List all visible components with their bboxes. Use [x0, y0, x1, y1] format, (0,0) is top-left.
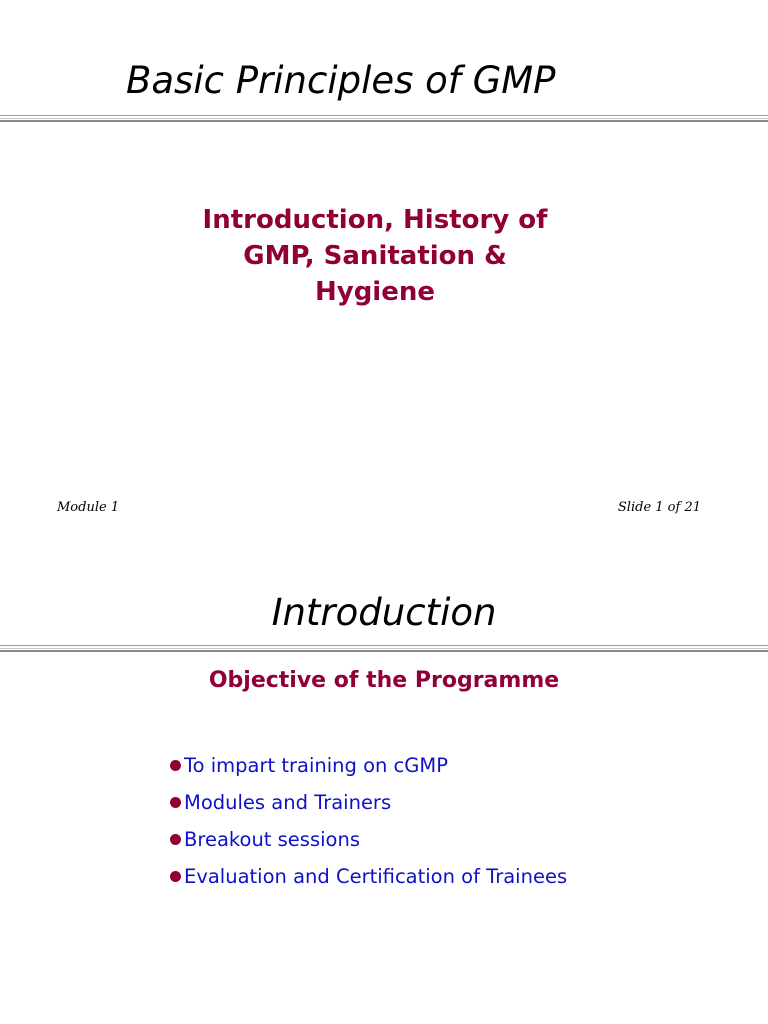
slide-title: Introduction: [271, 591, 497, 634]
bullet-text: Evaluation and Certification of Trainees: [184, 865, 568, 888]
list-item: [170, 791, 567, 828]
bullet-icon: [170, 871, 181, 882]
bullet-list: [170, 754, 567, 902]
slide-2: [0, 540, 768, 1024]
bullet-text: Breakout sessions: [184, 828, 360, 851]
subtitle-line: GMP, Sanitation &: [243, 241, 507, 271]
module-label: Module 1: [57, 500, 120, 515]
title-divider: [0, 645, 768, 652]
slide-subtitle: [150, 202, 600, 310]
list-item: [170, 754, 567, 791]
subtitle-line: Introduction, History of: [202, 205, 548, 235]
slide-number: Slide 1 of 21: [617, 500, 701, 515]
section-heading: Objective of the Programme: [208, 668, 560, 693]
bullet-text: Modules and Trainers: [184, 791, 392, 814]
bullet-icon: [170, 760, 181, 771]
list-item: [170, 828, 567, 865]
bullet-icon: [170, 797, 181, 808]
subtitle-line: Hygiene: [314, 277, 435, 307]
bullet-text: To impart training on cGMP: [184, 754, 448, 777]
slide-title: Basic Principles of GMP: [126, 59, 556, 102]
title-divider: [0, 115, 768, 122]
list-item: [170, 865, 567, 902]
bullet-icon: [170, 834, 181, 845]
